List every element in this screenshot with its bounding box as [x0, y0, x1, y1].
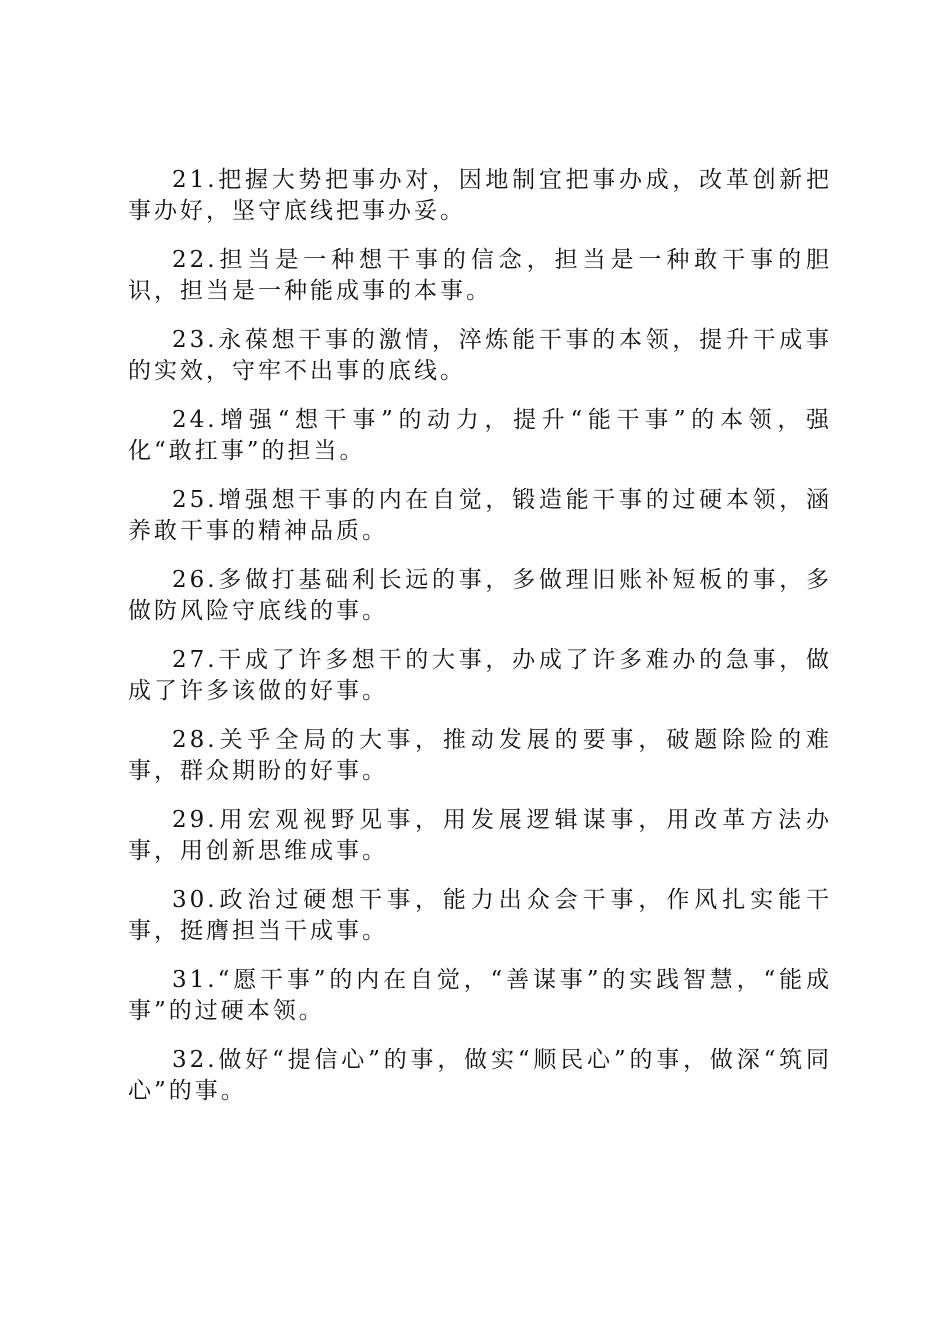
- list-item: 27.干成了许多想干的大事，办成了许多难办的急事，做成了许多该做的好事。: [128, 647, 832, 704]
- list-item: 30.政治过硬想干事，能力出众会干事，作风扎实能干事，挺膺担当干成事。: [128, 887, 832, 944]
- list-item: 32.做好“提信心”的事，做实“顺民心”的事，做深“筑同心”的事。: [128, 1047, 832, 1104]
- list-item: 24.增强“想干事”的动力，提升“能干事”的本领，强化“敢扛事”的担当。: [128, 407, 832, 464]
- list-item: 31.“愿干事”的内在自觉，“善谋事”的实践智慧，“能成事”的过硬本领。: [128, 967, 832, 1024]
- document-body: [128, 165, 832, 1125]
- list-item: 25.增强想干事的内在自觉，锻造能干事的过硬本领，涵养敢干事的精神品质。: [128, 487, 832, 544]
- list-item: 23.永葆想干事的激情，淬炼能干事的本领，提升干成事的实效，守牢不出事的底线。: [128, 327, 832, 384]
- list-item: 26.多做打基础利长远的事，多做理旧账补短板的事，多做防风险守底线的事。: [128, 567, 832, 624]
- list-item: 29.用宏观视野见事，用发展逻辑谋事，用改革方法办事，用创新思维成事。: [128, 807, 832, 864]
- list-item: 21.把握大势把事办对，因地制宜把事办成，改革创新把事办好，坚守底线把事办妥。: [128, 167, 832, 224]
- list-item: 28.关乎全局的大事，推动发展的要事，破题除险的难事，群众期盼的好事。: [128, 727, 832, 784]
- list-item: 22.担当是一种想干事的信念，担当是一种敢干事的胆识，担当是一种能成事的本事。: [128, 247, 832, 304]
